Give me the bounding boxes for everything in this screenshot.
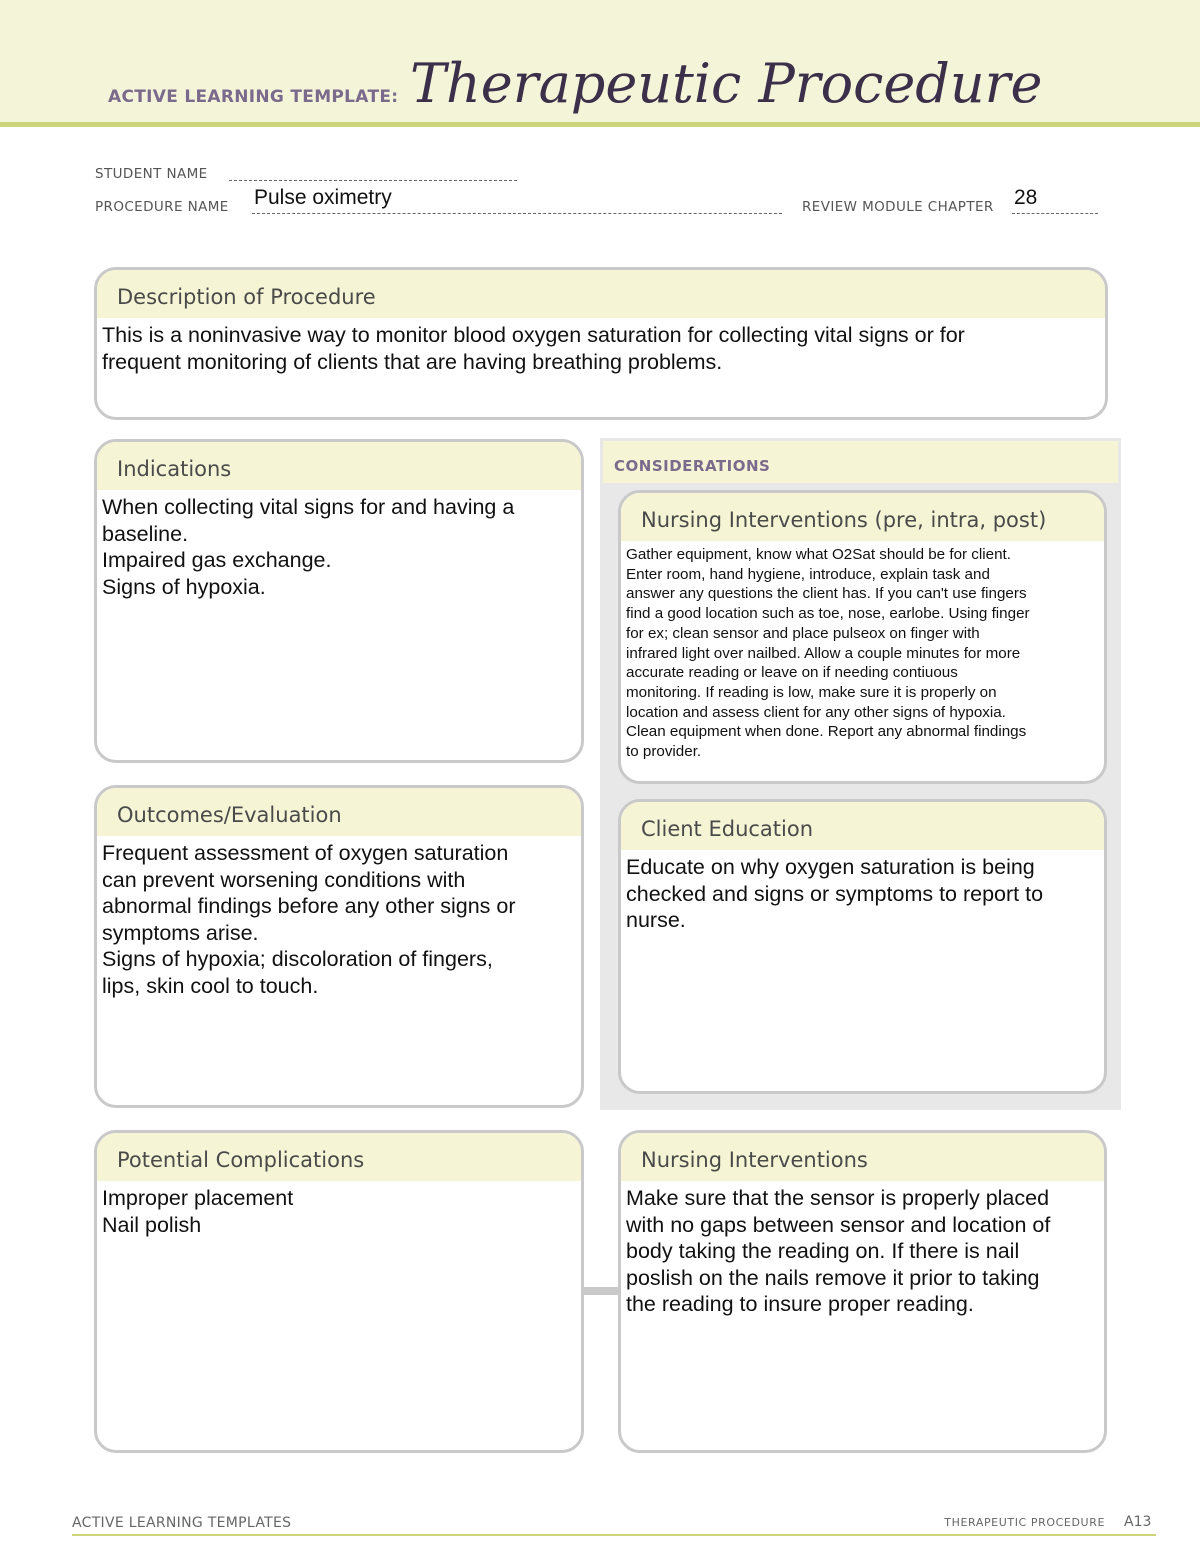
text-line: for ex; clean sensor and place pulseox on finger with [626,624,980,642]
review-module-field[interactable] [1012,213,1098,214]
nursing-interventions-pip-title: Nursing Interventions (pre, intra, post) [621,493,1104,541]
text-line: Frequent assessment of oxygen saturation [102,841,509,865]
student-name-label: STUDENT NAME [95,166,208,182]
text-line: with no gaps between sensor and location of [626,1212,1051,1237]
nursing-interventions-text[interactable] [621,1181,1104,1318]
client-education-title: Client Education [621,802,1104,850]
complications-box [94,1130,584,1453]
text-line: lips, skin cool to touch. [102,973,319,998]
text-line: Enter room, hand hygiene, introduce, explain task and [626,565,990,583]
outcomes-title: Outcomes/Evaluation [97,788,581,836]
text-line: the reading to insure proper reading. [626,1292,974,1316]
description-title: Description of Procedure [97,270,1105,318]
indications-text[interactable] [97,490,581,600]
nursing-interventions-box [618,1130,1107,1453]
text-line: checked and signs or symptoms to report to [626,881,1044,906]
description-box [94,267,1108,420]
header-rule [0,122,1200,127]
text-line: infrared light over nailbed. Allow a couple minutes for more [626,644,1021,662]
text-line: Improper placement [102,1186,294,1210]
text-line: body taking the reading on. If there is nail [626,1239,1020,1263]
client-education-text[interactable] [621,850,1104,934]
outcomes-box [94,785,584,1108]
text-line: This is a noninvasive way to monitor blood oxygen saturation for collecting vital signs or for [102,323,965,347]
text-line: answer any questions the client has. If you can't use fingers [626,585,1027,603]
text-line: When collecting vital signs for and having a [102,495,515,519]
footer-left: ACTIVE LEARNING TEMPLATES [72,1515,292,1531]
nursing-interventions-pip-text[interactable] [621,541,1104,762]
box-connector [583,1287,621,1295]
text-line: baseline. [102,521,189,546]
client-education-box [618,799,1107,1094]
procedure-name-field[interactable] [252,213,782,214]
complications-title: Potential Complications [97,1133,581,1181]
text-line: Make sure that the sensor is properly placed [626,1186,1050,1210]
text-line: frequent monitoring of clients that are having breathing problems. [102,349,723,374]
nursing-interventions-title: Nursing Interventions [621,1133,1104,1181]
review-module-value: 28 [1014,186,1038,209]
indications-title: Indications [97,442,581,490]
description-text[interactable] [97,318,1105,375]
indications-box [94,439,584,763]
nursing-interventions-pip-box [618,490,1107,784]
page-number: A13 [1124,1514,1152,1530]
text-line: to provider. [626,743,702,761]
text-line: poslish on the nails remove it prior to taking [626,1265,1040,1290]
review-module-label: REVIEW MODULE CHAPTER [802,199,994,215]
text-line: nurse. [626,908,686,932]
text-line: abnormal findings before any other signs or [102,894,516,918]
procedure-name-value: Pulse oximetry [254,186,392,209]
text-line: Impaired gas exchange. [102,548,332,572]
complications-text[interactable] [97,1181,581,1238]
footer-right: THERAPEUTIC PROCEDURE [944,1516,1105,1529]
text-line: symptoms arise. [102,920,259,945]
procedure-name-label: PROCEDURE NAME [95,199,229,215]
student-name-field[interactable] [229,180,517,181]
footer-rule [72,1534,1156,1536]
outcomes-text[interactable] [97,836,581,999]
considerations-label: CONSIDERATIONS [614,457,771,475]
text-line: Educate on why oxygen saturation is being [626,855,1035,879]
text-line: Gather equipment, know what O2Sat should be for client. [626,546,1011,563]
text-line: location and assess client for any other signs of hypoxia. [626,703,1006,721]
text-line: Signs of hypoxia. [102,574,266,599]
text-line: accurate reading or leave on if needing contiuous [626,664,958,682]
text-line: find a good location such as toe, nose, earlobe. Using finger [626,605,1030,623]
text-line: Signs of hypoxia; discoloration of fingers, [102,947,493,971]
text-line: Clean equipment when done. Report any abnormal findings [626,723,1027,741]
text-line: monitoring. If reading is low, make sure it is properly on [626,683,997,701]
text-line: can prevent worsening conditions with [102,867,466,892]
page-title: Therapeutic Procedure [410,52,1043,115]
text-line: Nail polish [102,1212,202,1237]
template-label: ACTIVE LEARNING TEMPLATE: [108,87,399,107]
